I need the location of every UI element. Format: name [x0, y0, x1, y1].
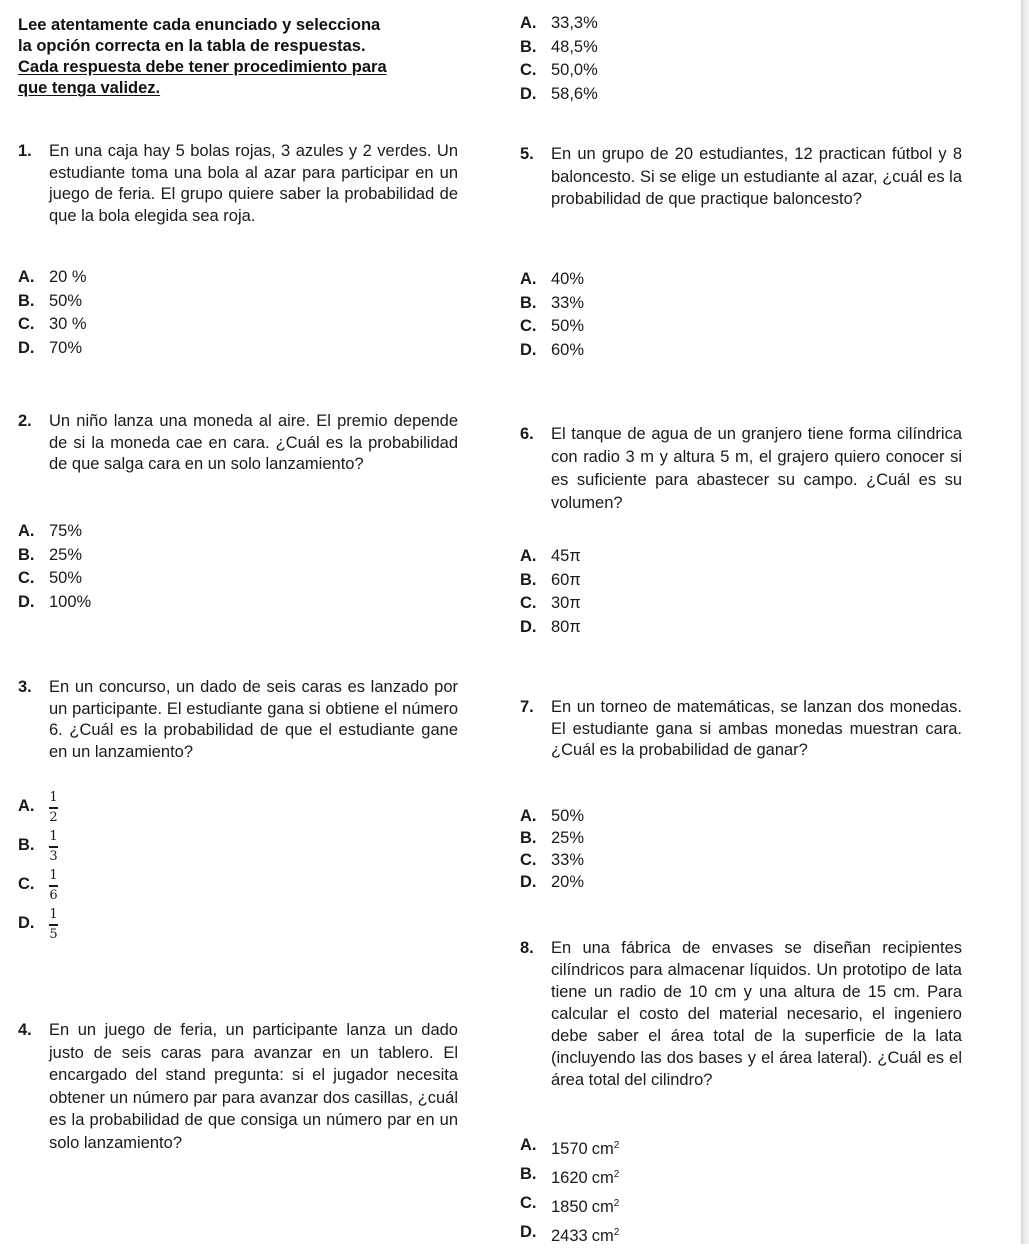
- option-value: 60π: [551, 570, 581, 589]
- option[interactable]: [520, 83, 720, 107]
- question-8-options: [520, 1133, 720, 1249]
- option[interactable]: [520, 315, 720, 339]
- option-value: 100%: [49, 592, 92, 611]
- option-unit: cm: [591, 1198, 614, 1216]
- option-value: 50%: [49, 569, 83, 587]
- option-value: 50,0%: [551, 61, 598, 79]
- option-letter: B.: [18, 545, 35, 564]
- question-number: 2.: [18, 412, 32, 430]
- option-letter: C.: [18, 569, 35, 587]
- option[interactable]: [520, 616, 720, 640]
- numerator: 1: [49, 868, 58, 883]
- question-number: 3.: [18, 678, 32, 696]
- option-letter: B.: [520, 1165, 537, 1183]
- denominator: 6: [49, 887, 58, 903]
- option-letter: D.: [520, 617, 537, 636]
- option-letter: C.: [520, 1194, 537, 1212]
- question-7-options: [520, 805, 720, 893]
- question-number: 4.: [18, 1021, 32, 1039]
- option-letter: B.: [18, 836, 35, 854]
- question-number: 8.: [520, 939, 534, 957]
- continued-options: [520, 12, 720, 106]
- option[interactable]: [520, 545, 720, 569]
- option-value: 1620: [551, 1169, 588, 1187]
- option-letter: D.: [520, 1223, 537, 1241]
- option[interactable]: [18, 544, 218, 568]
- option[interactable]: [18, 826, 218, 865]
- question-text: En un torneo de matemáticas, se lanzan dos monedas. El estudiante gana si ambas monedas muestran cara. ¿Cuál es la probabilidad de ganar?: [551, 698, 962, 759]
- option-letter: B.: [520, 570, 537, 589]
- option[interactable]: [520, 339, 720, 363]
- option-unit: cm: [591, 1227, 614, 1245]
- fraction: [49, 790, 58, 825]
- fraction-bar: [49, 807, 58, 809]
- option-unit: cm: [591, 1140, 614, 1158]
- question-text: En un juego de feria, un participante lanza un dado justo de seis caras para avanzar en un tablero. El encargado del stand pregunta: si el jugador necesita obtener un número par para avanzar dos casillas, ¿cuál es la probabilidad de que consiga un número par en un solo lanzamiento?: [49, 1021, 458, 1152]
- option-letter: C.: [18, 315, 35, 333]
- question-text: En una fábrica de envases se diseñan recipientes cilíndricos para almacenar líquidos. Un prototipo de lata tiene un radio de 10 cm y una altura de 15 cm. Para calcular el costo del material necesario, el ingeniero debe saber el área total de la superficie de la lata (incluyendo las dos bases y el área lateral). ¿Cuál es el área total del cilindro?: [551, 939, 962, 1089]
- question-6-options: [520, 545, 720, 639]
- option-letter: A.: [520, 14, 537, 32]
- option[interactable]: [18, 567, 218, 591]
- option[interactable]: [18, 591, 218, 615]
- option-letter: A.: [18, 268, 35, 286]
- option-letter: B.: [18, 291, 35, 310]
- question-4: [18, 1019, 458, 1154]
- option-letter: B.: [520, 37, 537, 56]
- question-1-options: [18, 266, 218, 360]
- option-value: 25%: [49, 545, 83, 564]
- instructions: [18, 15, 478, 99]
- option-value: 33,3%: [551, 14, 598, 32]
- instructions-line: Lee atentamente cada enunciado y selecciona: [18, 16, 381, 34]
- option-exponent: 2: [613, 1140, 620, 1151]
- option-letter: D.: [520, 340, 537, 359]
- question-2: [18, 411, 458, 476]
- option-value: 2433: [551, 1227, 588, 1245]
- option[interactable]: [18, 865, 218, 904]
- option-letter: A.: [18, 522, 35, 540]
- denominator: 5: [49, 926, 58, 942]
- option-value: 40%: [551, 270, 585, 288]
- question-1: [18, 141, 458, 227]
- numerator: 1: [49, 790, 58, 805]
- fraction-bar: [49, 885, 58, 887]
- option[interactable]: [520, 1162, 720, 1191]
- question-number: 1.: [18, 142, 32, 160]
- option-value: 1570: [551, 1140, 588, 1158]
- option-unit: cm: [591, 1169, 614, 1187]
- option[interactable]: [520, 805, 720, 827]
- option[interactable]: [520, 871, 720, 893]
- question-number: 5.: [520, 145, 534, 163]
- fraction: [49, 829, 58, 864]
- option-letter: A.: [520, 1136, 537, 1154]
- option-value: 80π: [551, 617, 581, 636]
- option-value: 70%: [49, 338, 83, 357]
- question-7: [520, 697, 962, 762]
- option-value: 30 %: [49, 315, 87, 333]
- option[interactable]: [18, 337, 218, 361]
- numerator: 1: [49, 907, 58, 922]
- option[interactable]: [18, 313, 218, 337]
- option-letter: C.: [520, 317, 537, 335]
- question-2-options: [18, 520, 218, 614]
- option[interactable]: [520, 1220, 720, 1249]
- question-number: 6.: [520, 425, 534, 443]
- option[interactable]: [18, 290, 218, 314]
- option-exponent: 2: [613, 1198, 620, 1209]
- option-letter: D.: [18, 592, 35, 611]
- instructions-underlined: Cada respuesta debe tener procedimiento para: [18, 58, 387, 76]
- option-letter: C.: [520, 851, 537, 869]
- option-value: 20 %: [49, 268, 87, 286]
- option[interactable]: [520, 59, 720, 83]
- option[interactable]: [520, 268, 720, 292]
- option-letter: D.: [520, 873, 537, 891]
- question-8: [520, 937, 962, 1091]
- question-text: El tanque de agua de un granjero tiene forma cilíndrica con radio 3 m y altura 5 m, el grajero quiero conocer si es suficiente para abastecer su campo. ¿Cuál es su volumen?: [551, 425, 962, 512]
- page-edge-shadow: [1021, 0, 1029, 1244]
- fraction-bar: [49, 924, 58, 926]
- option-value: 60%: [551, 340, 585, 359]
- option[interactable]: [520, 849, 720, 871]
- option-value: 30π: [551, 594, 581, 612]
- denominator: 2: [49, 809, 58, 825]
- option-letter: D.: [18, 914, 35, 932]
- instructions-underlined: que tenga validez.: [18, 79, 161, 97]
- option[interactable]: [18, 520, 218, 544]
- option-value: 33%: [551, 293, 585, 312]
- option-letter: A.: [18, 797, 35, 815]
- numerator: 1: [49, 829, 58, 844]
- question-text: Un niño lanza una moneda al aire. El premio depende de si la moneda cae en cara. ¿Cuál es la probabilidad de que salga cara en un solo lanzamiento?: [49, 412, 458, 473]
- option-letter: C.: [18, 875, 35, 893]
- option[interactable]: [18, 266, 218, 290]
- fraction: [49, 907, 58, 942]
- option[interactable]: [18, 904, 218, 943]
- option[interactable]: [520, 1133, 720, 1162]
- option-letter: C.: [520, 594, 537, 612]
- option-letter: D.: [520, 84, 537, 103]
- fraction-bar: [49, 846, 58, 848]
- option-value: 50%: [551, 807, 585, 825]
- option-letter: C.: [520, 61, 537, 79]
- question-5-options: [520, 268, 720, 362]
- option-value: 1850: [551, 1198, 588, 1216]
- option[interactable]: [520, 12, 720, 36]
- option-value: 25%: [551, 829, 585, 847]
- question-3: [18, 677, 458, 763]
- option-letter: D.: [18, 338, 35, 357]
- option[interactable]: [520, 36, 720, 60]
- option-letter: A.: [520, 807, 537, 825]
- option-exponent: 2: [613, 1169, 620, 1180]
- option-letter: B.: [520, 293, 537, 312]
- question-text: En un grupo de 20 estudiantes, 12 practican fútbol y 8 baloncesto. Si se elige un estudiante al azar, ¿cuál es la probabilidad de que practique baloncesto?: [551, 145, 962, 208]
- option-value: 50%: [49, 291, 83, 310]
- question-text: En un concurso, un dado de seis caras es lanzado por un participante. El estudiante gana si obtiene el número 6. ¿Cuál es la probabilidad de que el estudiante gane en un lanzamiento?: [49, 678, 458, 761]
- question-3-options: [18, 787, 218, 943]
- option[interactable]: [520, 827, 720, 849]
- question-number: 7.: [520, 698, 534, 716]
- option-value: 50%: [551, 317, 585, 335]
- option[interactable]: [520, 592, 720, 616]
- option[interactable]: [520, 569, 720, 593]
- fraction: [49, 868, 58, 903]
- option-value: 48,5%: [551, 37, 598, 56]
- option[interactable]: [520, 292, 720, 316]
- option-letter: A.: [520, 270, 537, 288]
- option-value: 75%: [49, 522, 83, 540]
- option-value: 33%: [551, 851, 585, 869]
- question-5: [520, 143, 962, 211]
- option-letter: A.: [520, 547, 537, 565]
- option-value: 45π: [551, 547, 581, 565]
- option-value: 58,6%: [551, 84, 598, 103]
- option[interactable]: [520, 1191, 720, 1220]
- denominator: 3: [49, 848, 58, 864]
- option[interactable]: [18, 787, 218, 826]
- question-6: [520, 423, 962, 515]
- option-value: 20%: [551, 873, 585, 891]
- question-text: En una caja hay 5 bolas rojas, 3 azules y 2 verdes. Un estudiante toma una bola al azar para participar en un juego de feria. El grupo quiere saber la probabilidad de que la bola elegida sea roja.: [49, 142, 458, 225]
- option-letter: B.: [520, 829, 537, 847]
- instructions-line: la opción correcta en la tabla de respuestas.: [18, 37, 366, 55]
- option-exponent: 2: [613, 1227, 620, 1238]
